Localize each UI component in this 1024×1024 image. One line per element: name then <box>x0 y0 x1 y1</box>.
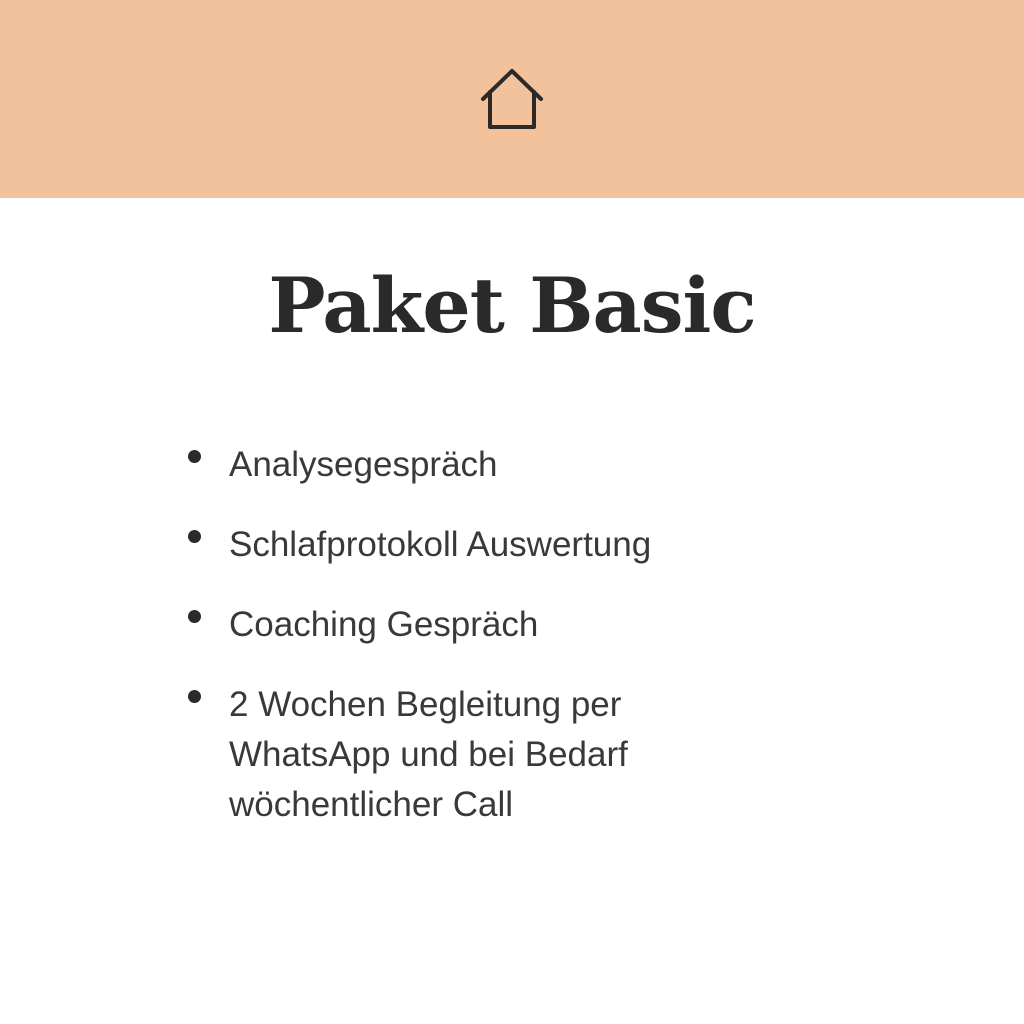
home-icon <box>480 68 544 130</box>
bullet-icon <box>188 690 201 703</box>
feature-label: Analysegespräch <box>229 445 498 484</box>
bullet-icon <box>188 530 201 543</box>
bullet-icon <box>188 610 201 623</box>
feature-label: 2 Wochen Begleitung per WhatsApp und bei Bedarf wöchentlicher Call <box>229 685 628 824</box>
feature-item <box>186 680 746 830</box>
feature-item <box>186 600 746 650</box>
package-title: Paket Basic <box>268 261 756 350</box>
feature-label: Coaching Gespräch <box>229 605 539 644</box>
feature-item <box>186 520 746 570</box>
header-banner <box>0 0 1024 198</box>
feature-label: Schlafprotokoll Auswertung <box>229 525 652 564</box>
bullet-icon <box>188 450 201 463</box>
feature-list <box>186 440 746 860</box>
feature-item <box>186 440 746 490</box>
